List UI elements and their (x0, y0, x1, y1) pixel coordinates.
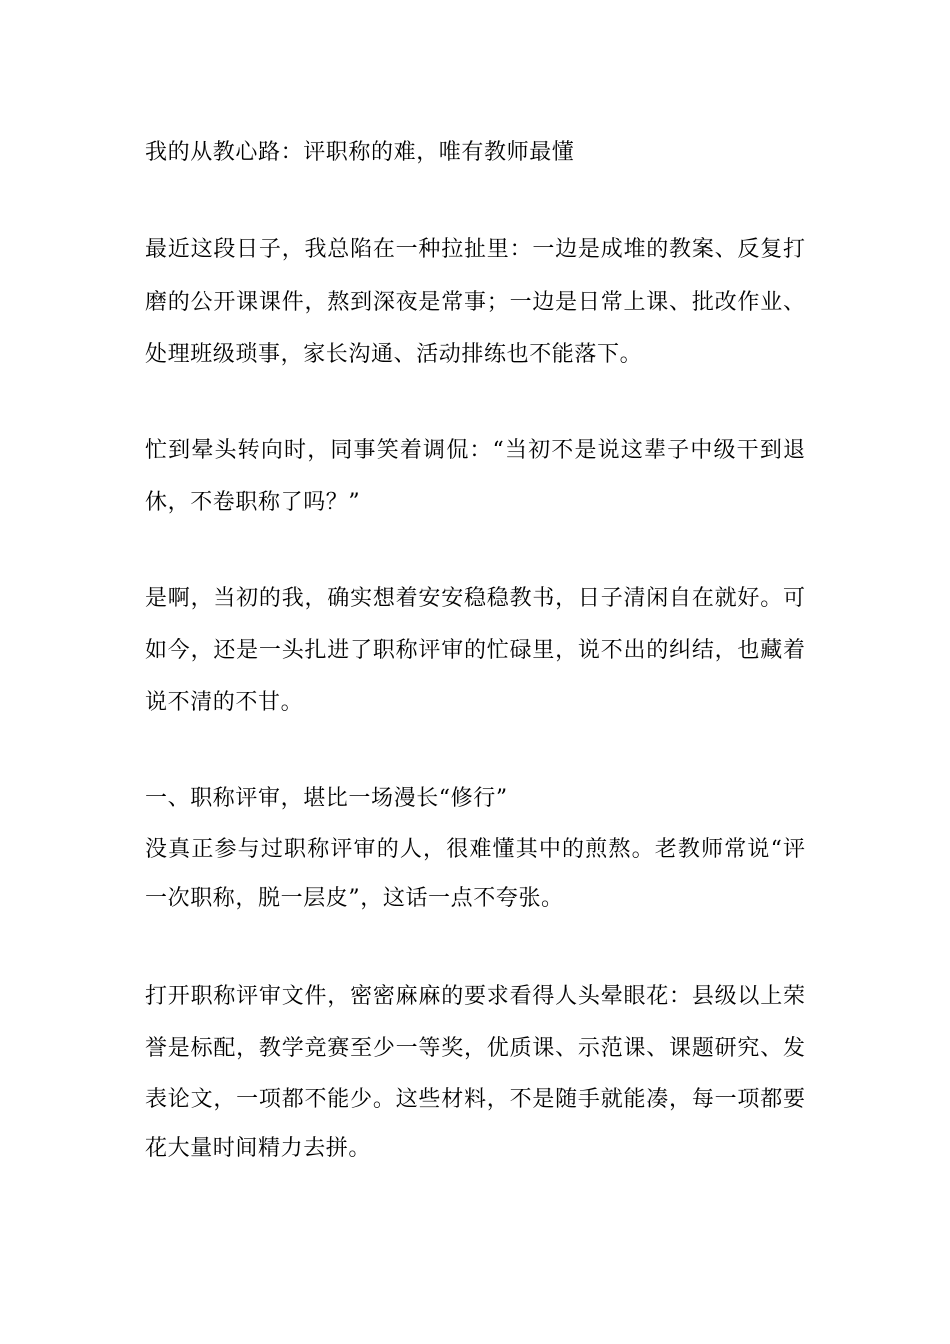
paragraph-line: 最近这段日子，我总陷在一种拉扯里：一边是成堆的教案、反复打 (145, 237, 805, 262)
paragraph-line: 花大量时间精力去拼。 (145, 1136, 372, 1161)
document-title: 我的从教心路：评职称的难，唯有教师最懂 (145, 140, 575, 165)
paragraph-line: 休，不卷职称了吗？” (145, 490, 361, 515)
section-heading: 一、职称评审，堪比一场漫长“修行” (145, 786, 508, 811)
paragraph-line: 磨的公开课课件，熬到深夜是常事；一边是日常上课、批改作业、 (145, 290, 805, 315)
paragraph-line: 处理班级琐事，家长沟通、活动排练也不能落下。 (145, 342, 643, 367)
paragraph-line: 没真正参与过职称评审的人，很难懂其中的煎熬。老教师常说“评 (145, 837, 805, 862)
paragraph-line: 是啊，当初的我，确实想着安安稳稳教书，日子清闲自在就好。可 (145, 586, 805, 611)
paragraph-line: 忙到晕头转向时，同事笑着调侃：“当初不是说这辈子中级干到退 (145, 438, 805, 463)
paragraph-line: 一次职称，脱一层皮”，这话一点不夸张。 (145, 886, 564, 911)
paragraph-line: 誉是标配，教学竞赛至少一等奖，优质课、示范课、课题研究、发 (145, 1036, 805, 1061)
paragraph-line: 说不清的不甘。 (145, 690, 304, 715)
paragraph-line: 打开职称评审文件，密密麻麻的要求看得人头晕眼花：县级以上荣 (145, 984, 805, 1009)
paragraph-line: 如今，还是一头扎进了职称评审的忙碌里，说不出的纠结，也藏着 (145, 638, 805, 663)
paragraph-line: 表论文，一项都不能少。这些材料，不是随手就能凑，每一项都要 (145, 1087, 805, 1112)
